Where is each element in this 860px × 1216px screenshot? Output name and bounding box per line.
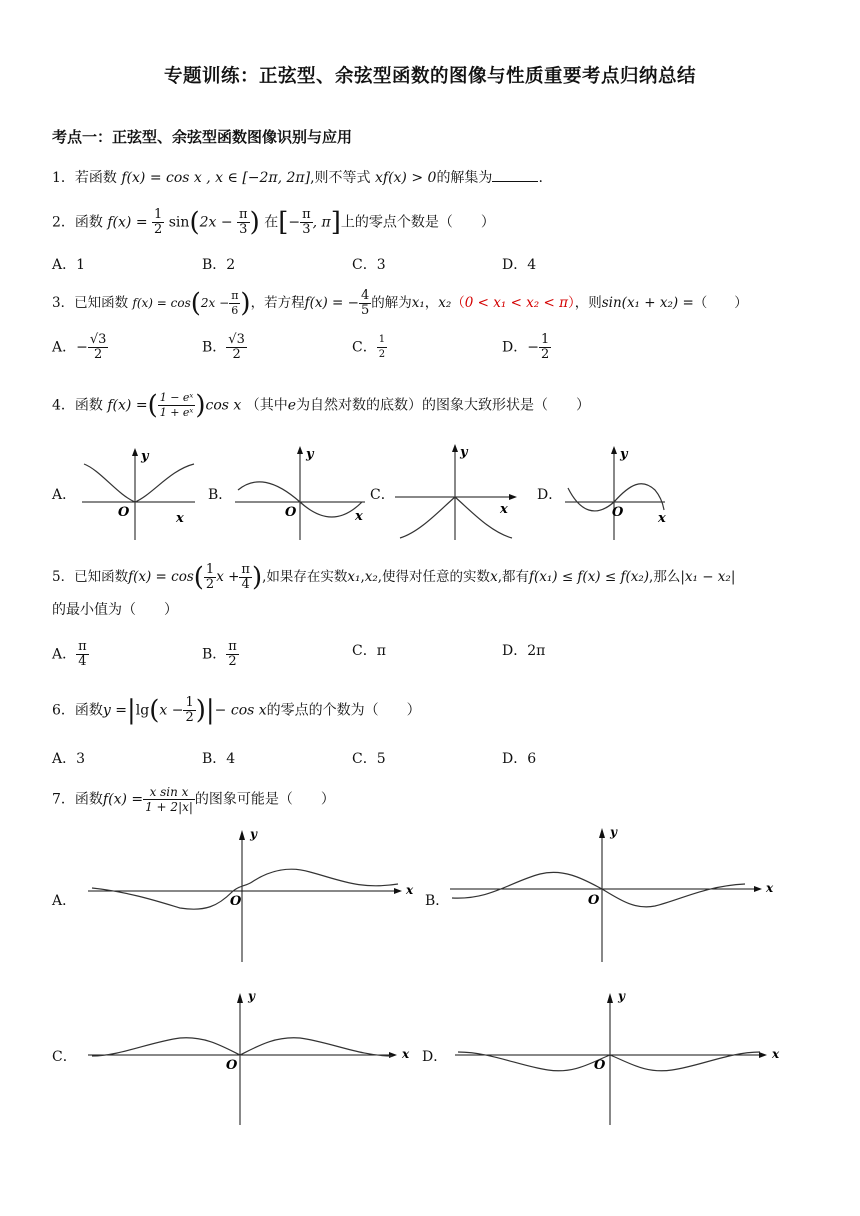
y-arrow-icon: [132, 448, 138, 456]
svg-text:y: y: [460, 445, 468, 460]
svg-text:x: x: [355, 509, 363, 524]
svg-text:O: O: [594, 1058, 606, 1073]
question-6: 6．函数y =|lg(x − $\frac{1}{2}$ )|− cos x的零点的个数为（ ）: [52, 695, 421, 726]
x-arrow-icon: [759, 1052, 767, 1058]
y-arrow-icon: [607, 993, 613, 1003]
q7-graph-b[interactable]: [450, 825, 774, 962]
svg-text:O: O: [226, 1058, 238, 1073]
q5-option-b[interactable]: B． $\frac{\pi}{2}$: [202, 639, 237, 669]
svg-text:x: x: [772, 1047, 780, 1061]
q5-option-c[interactable]: C．π: [352, 643, 386, 659]
svg-text:x: x: [402, 1047, 410, 1061]
y-arrow-icon: [297, 446, 303, 454]
q3-option-c[interactable]: C． $\frac{1}{2}$: [352, 334, 386, 360]
svg-text:y: y: [618, 989, 625, 1003]
q5-option-a[interactable]: A． $\frac{\pi}{4}$: [52, 639, 87, 669]
q4-graph-b[interactable]: [235, 446, 365, 540]
q3-option-a[interactable]: A．− $\frac{√3}{2}$: [52, 332, 107, 362]
axis-y-label: y: [141, 449, 149, 464]
q6-option-a[interactable]: A．3: [52, 751, 86, 767]
svg-text:y: y: [610, 825, 617, 839]
q3-option-d[interactable]: D．− $\frac{1}{2}$: [502, 332, 550, 362]
q2-option-d[interactable]: D．4: [502, 257, 537, 273]
q7-graph-label-d[interactable]: D．: [422, 1049, 448, 1065]
q3-option-b[interactable]: B． $\frac{√3}{2}$: [202, 332, 245, 362]
q5-options: [52, 639, 820, 669]
q5-option-d[interactable]: D．2π: [502, 643, 546, 659]
svg-text:O: O: [612, 505, 624, 520]
q4-graph-d[interactable]: [565, 446, 666, 540]
question-3: 3．已知函数 f(x) = cos(2x − $\frac{\pi}{6}$ )，若方程f(x) = − $\frac{4}{5}$ 的解为x₁，x₂（0 < x₁ < x₂ < π），则sin(x₁ + x₂) =（ ）: [52, 288, 748, 319]
q6-options: [52, 748, 820, 772]
condition-highlight: 0 < x₁ < x₂ < π: [464, 295, 568, 311]
svg-text:x: x: [406, 883, 414, 897]
q2-options: [52, 254, 820, 278]
question-4: 4．函数 f(x) =( $\frac{\text{1 − eˣ}}{\text{1 + eˣ}}$ )cos x （其中e为自然对数的底数）的图象大致形状是（ ）: [52, 390, 591, 421]
q4-graph-label-c[interactable]: C．: [370, 487, 395, 503]
svg-text:x: x: [658, 511, 666, 526]
q7-graph-d[interactable]: [455, 989, 780, 1125]
y-arrow-icon: [239, 830, 245, 840]
svg-text:O: O: [285, 505, 297, 520]
question-1: 1．若函数 f(x) = cos x , x ∈ [−2π, 2π],则不等式 xf(x) > 0的解集为 .: [52, 167, 543, 188]
svg-text:y: y: [306, 447, 314, 462]
origin-label: O: [118, 505, 130, 520]
q7-graphs: [0, 820, 860, 1140]
svg-text:O: O: [588, 893, 600, 908]
q4-graph-label-b[interactable]: B．: [208, 487, 233, 503]
q4-graph-a[interactable]: [82, 448, 195, 540]
q6-option-b[interactable]: B．4: [202, 751, 236, 767]
page-title: 专题训练：正弦型、余弦型函数的图像与性质重要考点归纳总结: [163, 66, 696, 87]
q7-graph-label-a[interactable]: A．: [52, 893, 77, 909]
q4-graph-c[interactable]: [395, 444, 517, 540]
q7-graph-label-c[interactable]: C．: [52, 1049, 77, 1065]
y-arrow-icon: [452, 444, 458, 452]
q3-options: [52, 332, 820, 362]
q2-option-a[interactable]: A．1: [52, 257, 86, 273]
q7-graph-a[interactable]: [88, 827, 414, 962]
svg-text:x: x: [500, 502, 508, 517]
x-arrow-icon: [394, 888, 402, 894]
answer-blank[interactable]: [492, 167, 538, 182]
svg-text:x: x: [766, 881, 774, 895]
q4-graph-label-d[interactable]: D．: [537, 487, 563, 503]
axis-x-label: x: [176, 511, 184, 526]
svg-text:y: y: [250, 827, 257, 841]
curve: [84, 464, 194, 502]
q2-option-b[interactable]: B．2: [202, 257, 236, 273]
section-heading: 考点一：正弦型、余弦型函数图像识别与应用: [52, 128, 353, 146]
question-5-cont: 的最小值为（ ）: [52, 602, 178, 618]
q4-graph-label-a[interactable]: A．: [52, 487, 77, 503]
y-arrow-icon: [599, 828, 605, 838]
fraction: $\frac{1}{2}$: [154, 207, 163, 237]
x-arrow-icon: [389, 1052, 397, 1058]
q6-option-d[interactable]: D．6: [502, 751, 537, 767]
q6-option-c[interactable]: C．5: [352, 751, 386, 767]
svg-text:y: y: [620, 447, 628, 462]
x-arrow-icon: [509, 494, 517, 500]
q7-graph-c[interactable]: [88, 989, 410, 1125]
y-arrow-icon: [611, 446, 617, 454]
x-arrow-icon: [754, 886, 762, 892]
question-7: 7．函数f(x) = $\frac{\text{x sin x}}{1 + 2|x|}$ 的图象可能是（ ）: [52, 785, 335, 814]
q2-option-c[interactable]: C．3: [352, 257, 386, 273]
svg-text:y: y: [248, 989, 255, 1003]
question-5: 5．已知函数f(x) = cos( $\frac{1}{2}$ x + $\frac{\pi}{4}$ ),如果存在实数x₁,x₂,使得对任意的实数x,都有f(x₁) ≤ f(x) ≤ f(x₂),那么|x₁ − x₂|: [52, 562, 736, 593]
question-2: 2．函数 f(x) = $\frac{1}{2}$ sin(2x − $\frac{\pi}{3}$ ) 在[− $\frac{\pi}{3}$ , π]上的零点个数是（ ）: [52, 207, 495, 238]
q7-graph-label-b[interactable]: B．: [425, 893, 450, 909]
q4-graphs: [0, 440, 860, 550]
y-arrow-icon: [237, 993, 243, 1003]
svg-text:O: O: [230, 894, 242, 909]
